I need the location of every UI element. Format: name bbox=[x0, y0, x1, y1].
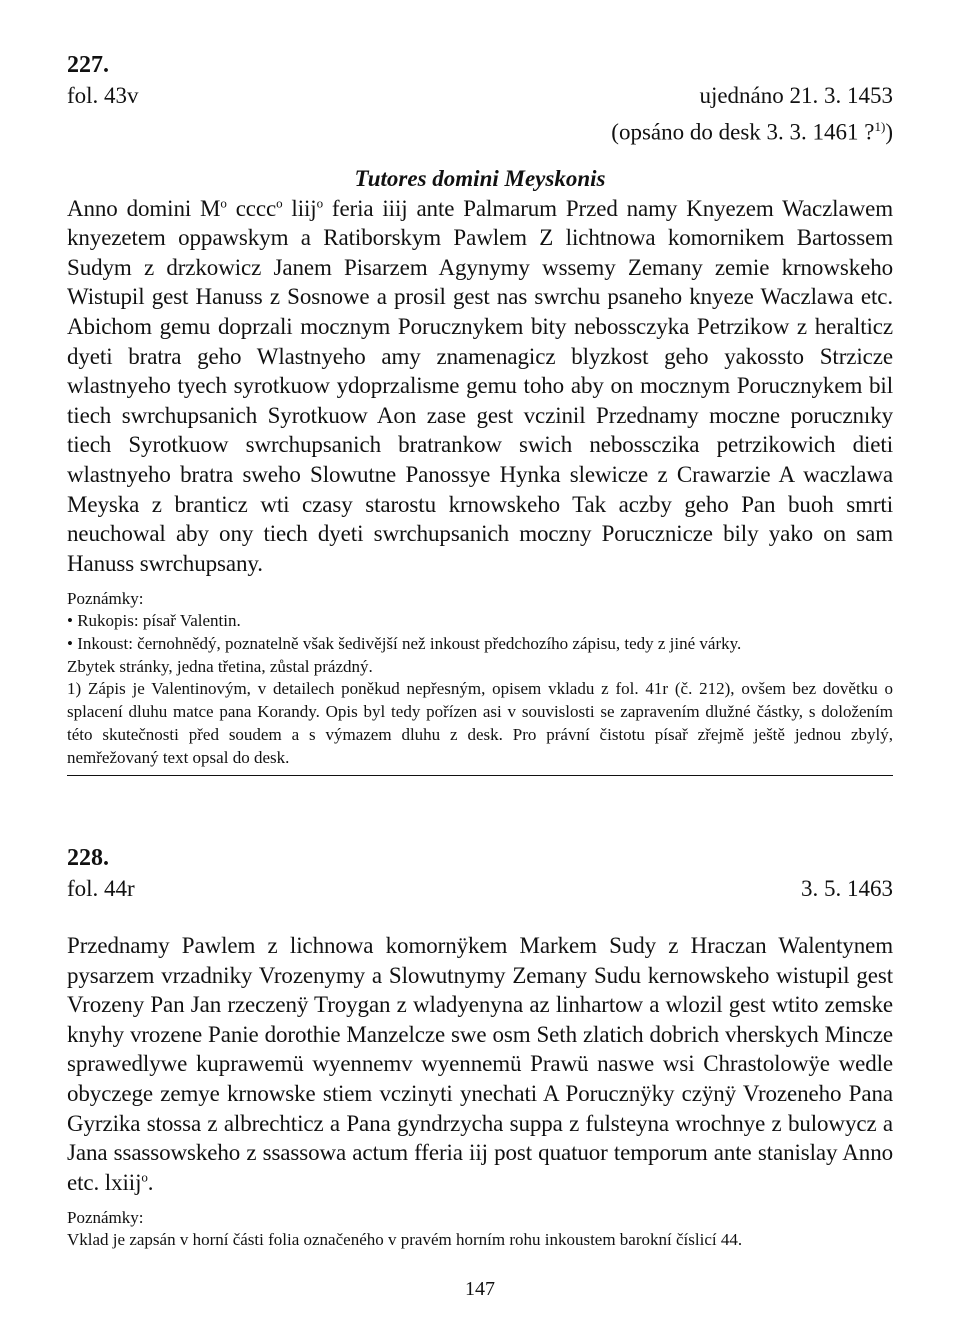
body-text-segment: liij bbox=[282, 195, 317, 221]
entry-227 bbox=[67, 50, 893, 776]
entry-body bbox=[67, 931, 893, 1197]
note-item: Vklad je zapsán v horní části folia označeného v pravém horním rohu inkoustem barokní číslicí 44. bbox=[67, 1230, 743, 1250]
note-item: • Rukopis: písař Valentin. bbox=[67, 611, 241, 631]
notes-section bbox=[67, 588, 893, 769]
entry-body bbox=[67, 194, 893, 579]
entry-number: 227. bbox=[67, 52, 109, 78]
superscript: o bbox=[220, 195, 227, 210]
notes-label: Poznámky: bbox=[67, 589, 144, 609]
entry-date: 3. 5. 1463 bbox=[801, 876, 893, 901]
agreement-date: ujednáno 21. 3. 1453 bbox=[699, 83, 893, 108]
copied-date-text: (opsáno do desk 3. 3. 1461 ? bbox=[611, 119, 875, 145]
note-item: • Inkoust: černohnědý, poznatelně však šedivější než inkoust předchozího zápisu, tedy z jiné várky. bbox=[67, 634, 742, 654]
folio-reference: fol. 44r bbox=[67, 876, 135, 901]
body-text-segment: . bbox=[147, 1169, 154, 1195]
copied-date bbox=[67, 112, 893, 148]
notes-label: Poznámky: bbox=[67, 1208, 144, 1228]
superscript: o bbox=[316, 195, 323, 210]
body-text-segment: Przednamy Pawlem z lichnowa komornÿkem Markem Sudy z Hraczan Walentynem pysarzem vrzadniky Vrozenymy a Slowutnymy Zemany Sudu kernowskeho wistupil gest Vrozeny Pan Jan rzeczenÿ Troygan z wladyenyna az linhartow a wlozil gest wtito zemske knyhy vrozene Panie dorothie Manzelcze swe osm Seth zlatich dobrich vherskych Mincze sprawedlywe kuprawemü wyennemv wyennemü Prawü naswe wsi Chrastolowÿe wedle obyczege zemye krnowske stiem vczinyti ynechati A Porucznÿky czÿnÿ Vrozeneho Pana Gyrzika stossa z albrechticz a Pana gyndrzycha suppa z fulsteyna wrochnye z bulowycz a Jana ssassowskeho z ssassowa actum fferia iij post quatuor temporum ante stanislay Anno etc. lxiij bbox=[67, 933, 893, 1195]
folio-reference: fol. 43v bbox=[67, 83, 139, 108]
entry-number: 228. bbox=[67, 845, 109, 871]
entry-header bbox=[67, 873, 893, 905]
body-text-segment: Anno domini M bbox=[67, 195, 221, 221]
superscript: o bbox=[141, 1169, 148, 1185]
body-text-segment: cccc bbox=[226, 195, 277, 221]
notes-section bbox=[67, 1207, 893, 1252]
superscript: o bbox=[276, 195, 283, 210]
entry-228 bbox=[67, 843, 893, 1252]
rubric-title: Tutores domini Meyskonis bbox=[354, 165, 606, 191]
footnote-1: 1) Zápis je Valentinovým, v detailech poněkud nepřesným, opisem vkladu z fol. 41r (č. 212), ovšem bez dovětku o splacení dluhu matce pana Korandy. Opis byl tedy pořízen asi v souvislosti se zapravením dlužné částky, s doložením této skutečnosti před soudem a s výmazem dluhu z desk. Pro právní čistotu písař zřejmě ještě jednou zbylý, nemřežovaný text opsal do desk. bbox=[67, 679, 893, 767]
body-text-segment: feria iiij ante Palmarum Przed namy Knyezem Waczlawem knyezetem oppawskym a Ratiborskym Pawlem Z lichtnowa komornikem Bartossem Sudym z drzkowicz Janem Pisarzem Agynymy wssemy Zemany zemie krnowskeho Wistupil gest Hanuss z Sosnowe a prosil gest nas swrchu psaneho knyeze Waczlawa etc. Abichom gemu doprzali mocznym Porucznykem bity nebossczyka Petrzikow z heralticz dyeti bratra geho Wlastnyeho amy znamenagicz blyzkost geho yakossto Strzicze wlastnyeho tyech syrotkuow ydoprzalisme gemu toho aby on mocznym Porucznykem bil tiech swrchupsanich Syrotkuow Aon zase gest vczinil Przednamy moczne porucznıky tiech Syrotkuow swrchupsanich bratrankow swich nebossczika petrzikowich dieti wlastnyeho bratra sweho Slowutne Panossye Hynka slewicze z Crawarzie A waczlawa Meyska z branticz wti czasy starostu krnowskeho Tak aczby geho Pan buoh smrti neuchowal aby ony tiech dyeti swrchupsanich moczny Porucznicze bily yako on sam Hanuss swrchupsany. bbox=[67, 195, 893, 576]
footnote-ref: 1) bbox=[874, 119, 886, 134]
page-number: 147 bbox=[465, 1278, 495, 1300]
section-divider bbox=[67, 775, 893, 776]
note-item: Zbytek stránky, jedna třetina, zůstal prázdný. bbox=[67, 656, 373, 676]
entry-header bbox=[67, 80, 893, 112]
copied-date-close: ) bbox=[885, 119, 893, 145]
